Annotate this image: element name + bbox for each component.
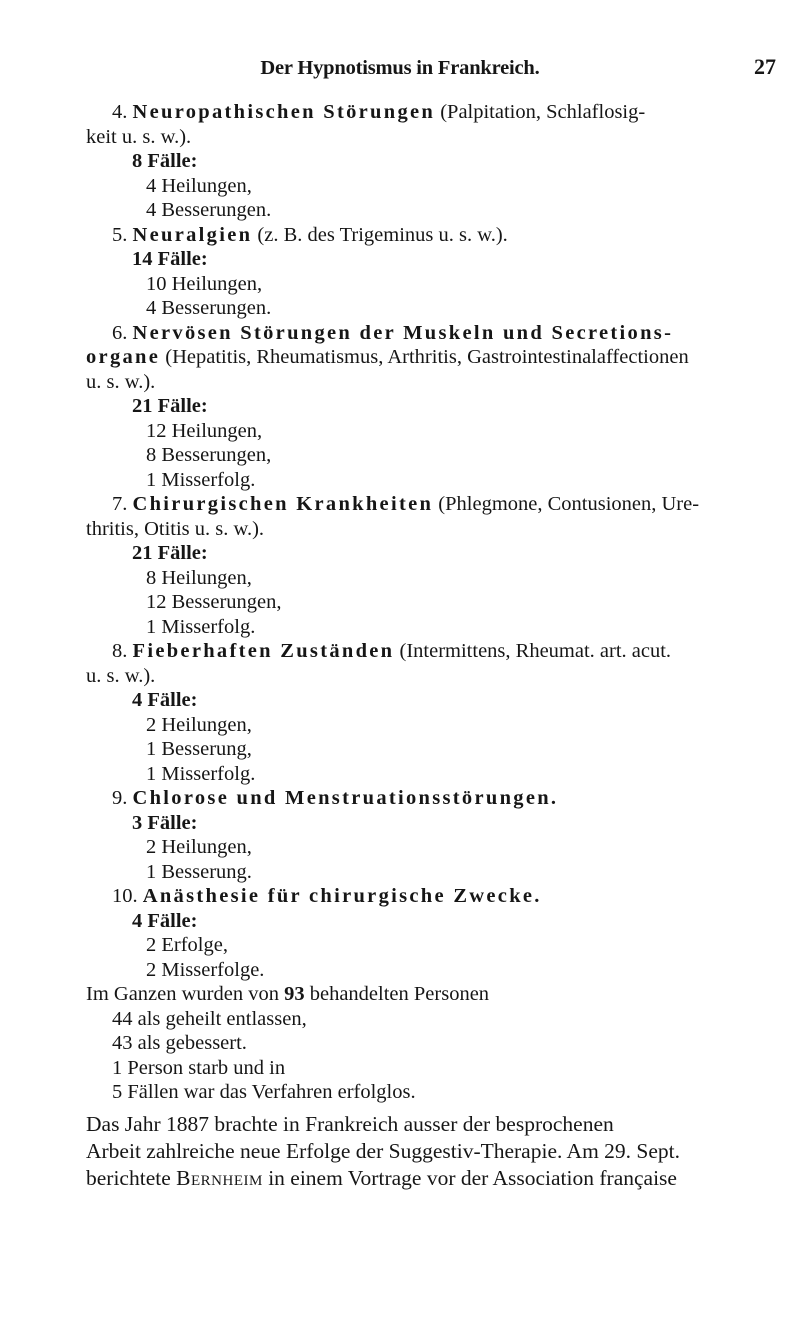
section-7-heading-line — [86, 492, 776, 517]
section-heading: Nervösen Störungen der Muskeln und Secretions- — [132, 321, 674, 344]
outcome-item: 10 Heilungen, — [146, 272, 263, 295]
outcome-item: 1 Misserfolg. — [146, 762, 256, 785]
case-count: 21 Fälle: — [132, 395, 208, 417]
section-4-heading-line — [86, 100, 776, 125]
section-description-cont: keit u. s. w.). — [86, 125, 192, 148]
section-description: (Phlegmone, Contusionen, Ure- — [433, 493, 700, 515]
summary-text: behandelten Personen — [304, 983, 490, 1005]
closing-line: Arbeit zahlreiche neue Erfolge der Suggestiv-Therapie. Am 29. Sept. — [86, 1138, 681, 1163]
running-title: Der Hypnotismus in Frankreich. — [260, 57, 540, 79]
closing-line — [86, 1165, 776, 1192]
section-heading: Fieberhaften Zuständen — [132, 640, 395, 662]
outcome-item: 4 Heilungen, — [146, 174, 252, 197]
summary-item: 1 Person starb und in — [112, 1056, 286, 1079]
summary-item: 5 Fällen war das Verfahren erfolglos. — [112, 1081, 416, 1103]
section-description: (Hepatitis, Rheumatismus, Arthritis, Gastrointestinalaffectionen — [160, 346, 689, 368]
section-heading: Chirurgischen Krankheiten — [132, 493, 434, 515]
section-10-heading-line — [86, 884, 776, 909]
page-number: 27 — [754, 54, 776, 79]
section-heading: Chlorose und Menstruationsstörungen. — [132, 787, 559, 809]
section-description: (Intermittens, Rheumat. art. acut. — [394, 640, 672, 662]
page-body — [86, 100, 776, 1192]
case-count: 4 Fälle: — [132, 909, 198, 932]
section-heading: Anästhesie für chirurgische Zwecke. — [142, 885, 542, 907]
author-name: Bernheim — [176, 1165, 263, 1190]
section-heading: Neuralgien — [132, 223, 253, 246]
section-heading-cont: organe — [86, 346, 161, 368]
section-number: 4. — [112, 101, 128, 123]
case-count: 3 Fälle: — [132, 811, 198, 834]
outcome-item: 1 Misserfolg. — [146, 615, 256, 638]
case-count: 4 Fälle: — [132, 689, 198, 711]
closing-line: Das Jahr 1887 brachte in Frankreich ausser der besprochenen — [86, 1111, 614, 1136]
outcome-item: 4 Besserungen. — [146, 199, 272, 221]
section-number: 9. — [112, 787, 128, 809]
outcome-item: 2 Misserfolge. — [146, 958, 265, 981]
closing-text: berichtete — [86, 1165, 177, 1190]
summary-item: 44 als geheilt entlassen, — [112, 1007, 307, 1030]
section-heading: Neuropathischen Störungen — [132, 101, 436, 123]
outcome-item: 1 Besserung. — [146, 860, 252, 883]
outcome-item: 2 Heilungen, — [146, 836, 252, 858]
outcome-item: 2 Erfolge, — [146, 934, 228, 956]
case-count: 14 Fälle: — [132, 248, 208, 270]
summary-total: 93 — [284, 983, 305, 1005]
section-5-heading-line — [86, 223, 776, 248]
outcome-item: 2 Heilungen, — [146, 713, 252, 736]
case-count: 8 Fälle: — [132, 150, 198, 172]
section-8-heading-line — [86, 639, 776, 664]
summary-text: Im Ganzen wurden von — [86, 983, 285, 1005]
outcome-item: 8 Besserungen, — [146, 444, 272, 466]
outcome-item: 4 Besserungen. — [146, 297, 272, 319]
running-header — [0, 56, 800, 82]
summary-intro — [86, 982, 776, 1007]
summary-item: 43 als gebessert. — [112, 1032, 247, 1054]
outcome-item: 12 Besserungen, — [146, 591, 282, 613]
section-description-cont: u. s. w.). — [86, 664, 156, 687]
section-number: 7. — [112, 493, 128, 515]
section-description: (z. B. des Trigeminus u. s. w.). — [252, 223, 508, 246]
outcome-item: 1 Besserung, — [146, 738, 252, 760]
outcome-item: 1 Misserfolg. — [146, 468, 256, 491]
section-9-heading-line — [86, 786, 776, 811]
case-count: 21 Fälle: — [132, 542, 208, 564]
section-number: 5. — [112, 223, 128, 246]
closing-text: in einem Vortrage vor der Association française — [262, 1165, 677, 1190]
section-description-cont: u. s. w.). — [86, 370, 156, 393]
section-6-heading-line — [86, 321, 776, 346]
section-number: 6. — [112, 321, 128, 344]
section-description: (Palpitation, Schlaflosig- — [435, 101, 646, 123]
section-number: 10. — [112, 885, 138, 907]
outcome-item: 8 Heilungen, — [146, 566, 252, 589]
outcome-item: 12 Heilungen, — [146, 419, 263, 442]
section-description-cont: thritis, Otitis u. s. w.). — [86, 517, 265, 540]
section-number: 8. — [112, 640, 128, 662]
section-6-line-2 — [86, 345, 776, 370]
